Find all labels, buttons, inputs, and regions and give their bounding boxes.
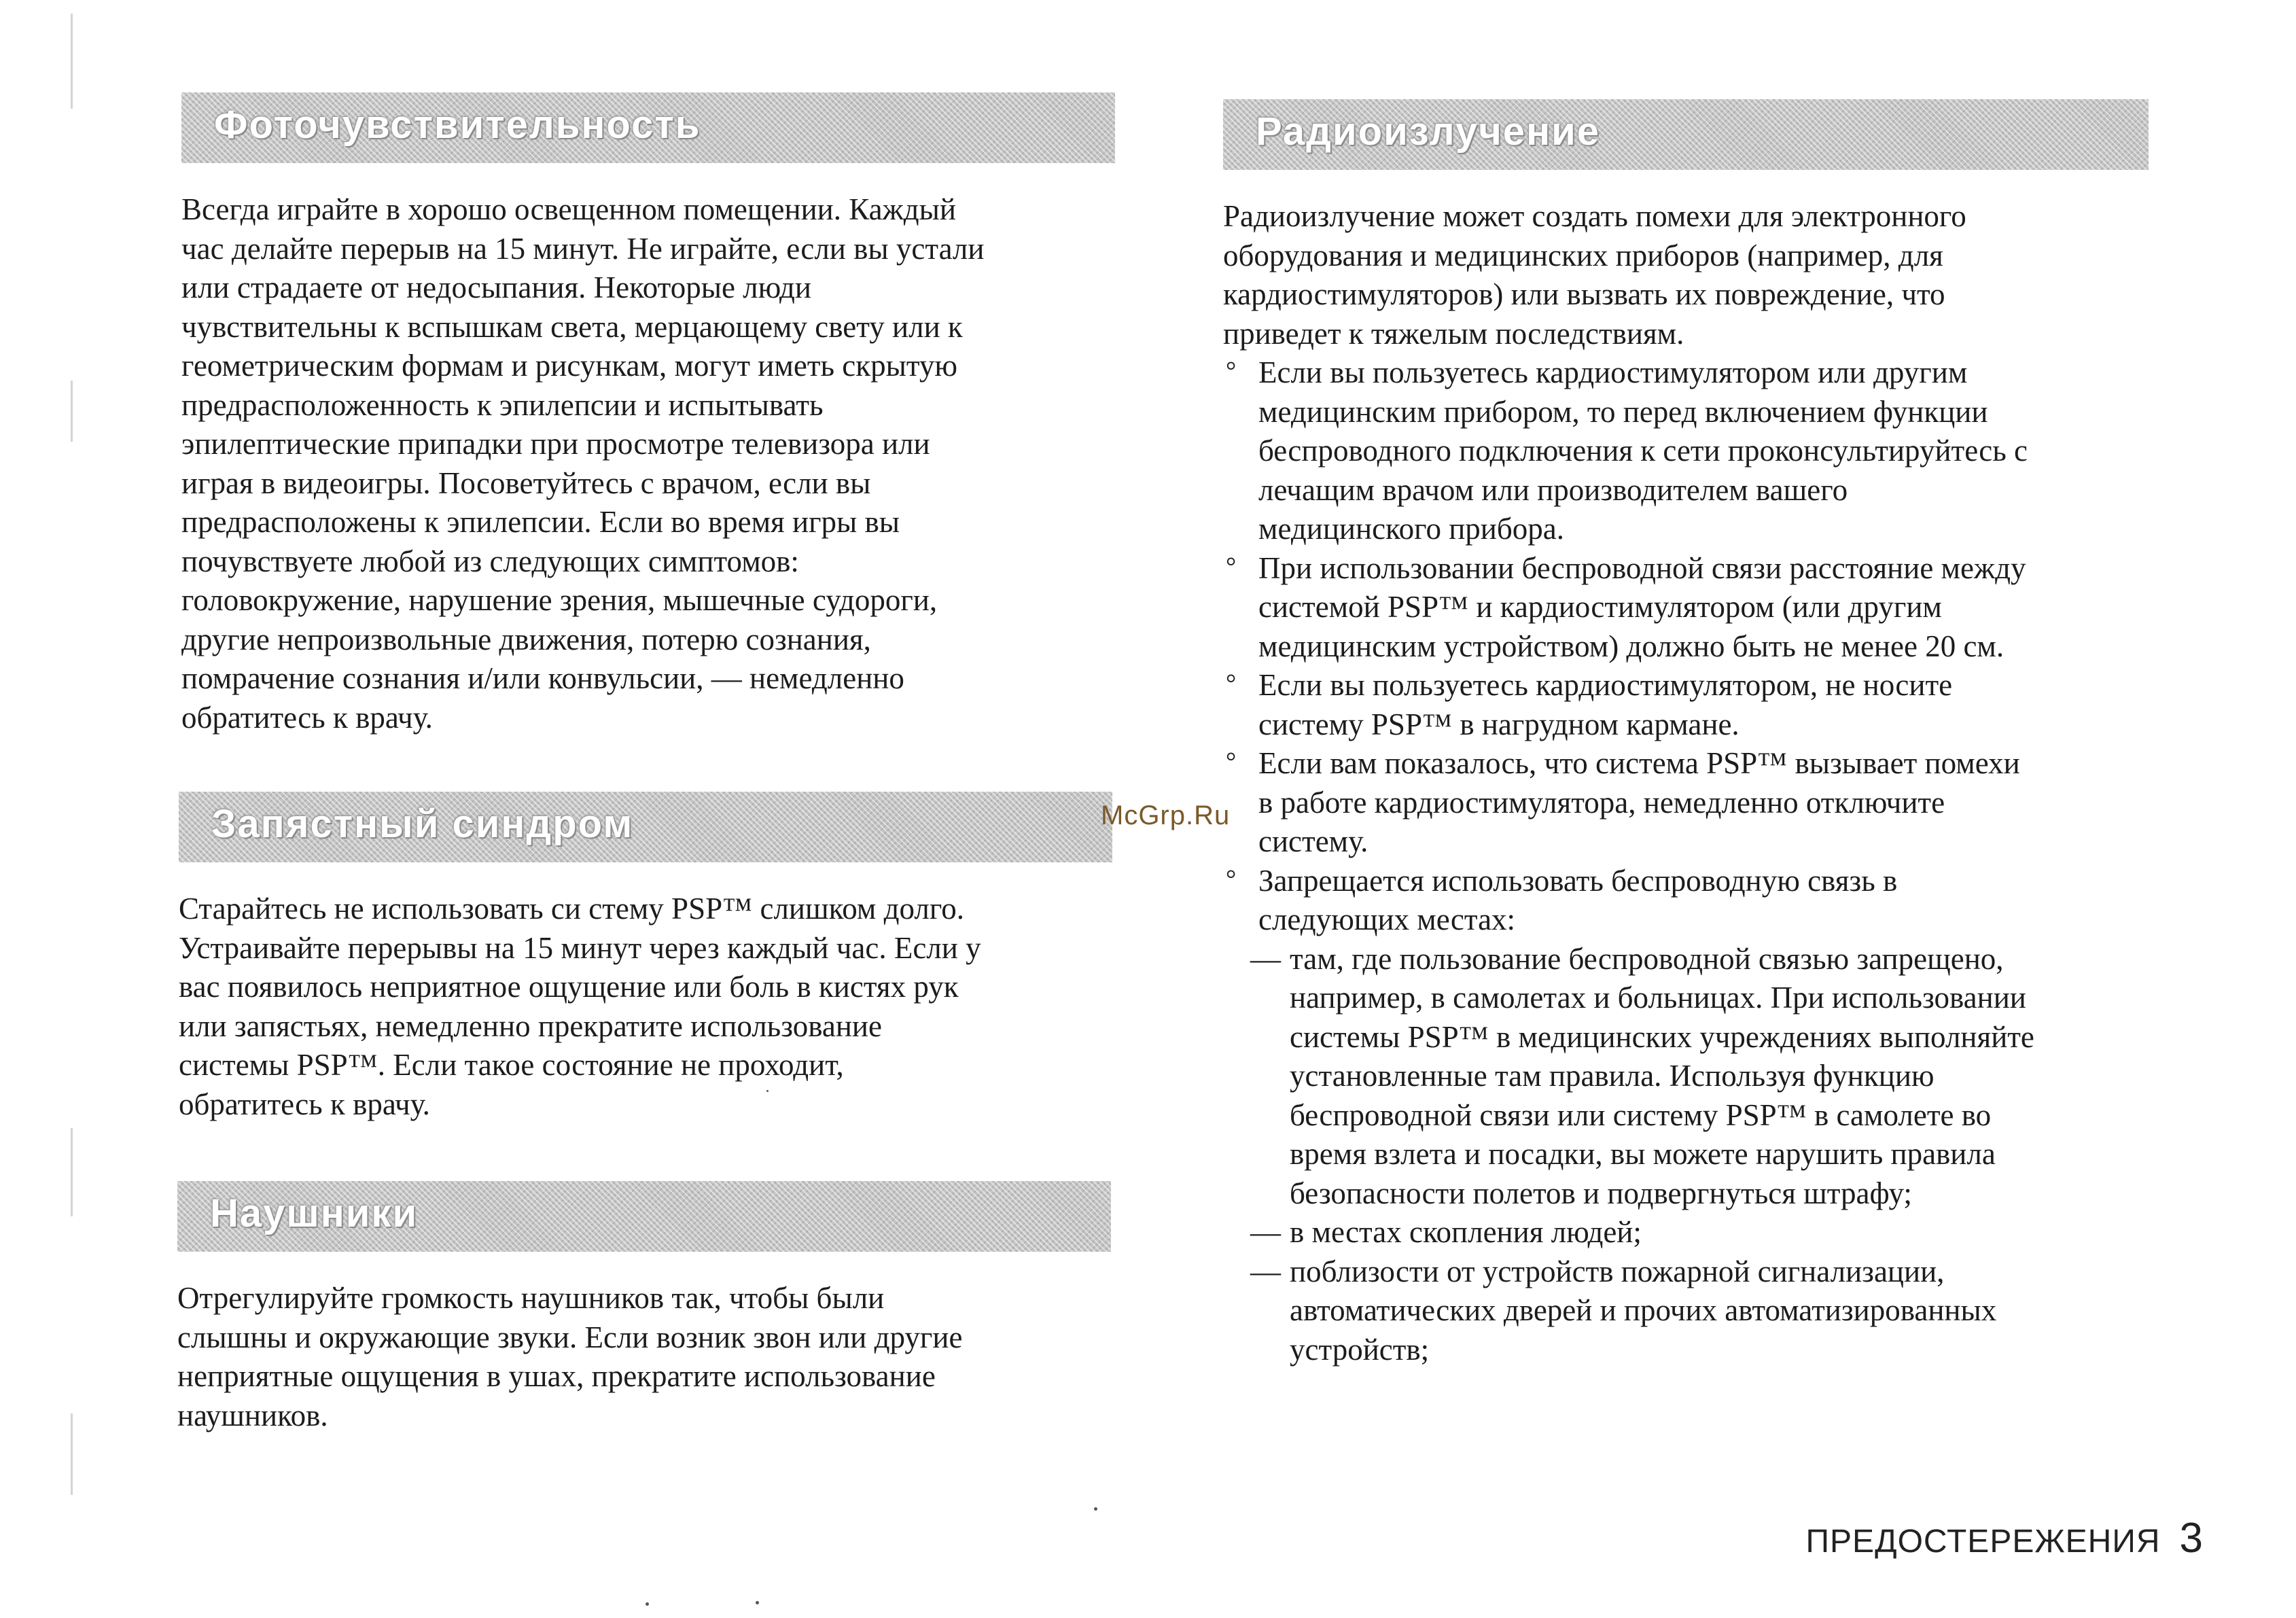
section-heading [177,1181,1111,1252]
scan-speck [766,1090,769,1092]
bullet-item: ° Если вам показалось, что система PSP™ вызывает помехи в работе кардиостимулятора, немедленно отключите систему. [1223,744,2149,862]
bullet-item: ° Если вы пользуетесь кардиостимулятором или другим медицинским прибором, то перед включением функции беспроводного подключения к сети проконсультируйтесь с лечащим врачом или производителем вашего медицинского прибора. [1223,353,2149,549]
scan-edge-mark [71,14,73,109]
scan-speck [646,1602,649,1606]
scan-speck [756,1601,759,1604]
section-heading [1223,99,2149,170]
section-wrist-syndrome [179,792,1112,1124]
scan-edge-mark [71,381,73,442]
scan-edge-mark [71,1413,73,1495]
section-radio-emission [1223,99,2149,1369]
bullet-item: ° При использовании беспроводной связи расстояние между системой PSP™ и кардиостимулятором (или другим медицинским устройством) должно быть не менее 20 см. [1223,549,2149,667]
dash-list [1223,940,2149,1370]
section-body: Всегда играйте в хорошо освещенном помещении. Каждый час делайте перерыв на 15 минут. Не играйте, если вы устали или страдаете от недосыпания. Некоторые люди чувствительны к вспышкам света, мерцающему свету или к геометрическим формам и рисункам, могут иметь скрытую предрасположенность к эпилепсии и испытывать эпилептические припадки при просмотре телевизора или играя в видеоигры. Посоветуйтесь с врачом, если вы предрасположены к эпилепсии. Если во время игры вы почувствуете любой из следующих симптомов: головокружение, нарушение зрения, мышечные судороги, другие непроизвольные движения, потерю сознания, помрачение сознания и/или конвульсии, — немедленно обратитесь к врачу. [181,192,985,735]
scan-edge-mark [71,1128,73,1216]
section-intro: Радиоизлучение может создать помехи для электронного оборудования и медицинских приборов (например, для кардиостимуляторов) или вызвать их повреждение, что приведет к тяжелым последствиям. [1223,199,1966,351]
bullet-list [1223,353,2149,940]
section-body: Отрегулируйте громкость наушников так, чтобы были слышны и окружающие звуки. Если возник звон или другие неприятные ощущения в ушах, прекратите использование наушников. [177,1281,963,1432]
page-number: 3 [2179,1515,2203,1562]
dash-item: — поблизости от устройств пожарной сигнализации, автоматических дверей и прочих автоматизированных устройств; [1250,1252,2149,1370]
section-title: Наушники [210,1191,419,1235]
watermark: McGrp.Ru [1101,801,1231,830]
bullet-item: ° Запрещается использовать беспроводную связь в следующих местах: [1223,862,2149,940]
dash-item: — в местах скопления людей; [1250,1213,2149,1252]
section-body: Старайтесь не использовать си стему PSP™ слишком долго. Устраивайте перерывы на 15 минут через каждый час. Если у вас появилось неприятное ощущение или боль в кистях рук или запястьях, немедленно прекратите использование системы PSP™. Если такое состояние не проходит, обратитесь к врачу. [179,892,981,1121]
section-title: Запястный синдром [211,802,634,846]
footer-section-label: ПРЕДОСТЕРЕЖЕНИЯ [1805,1524,2161,1560]
section-photosensitivity [181,92,1115,737]
bullet-item: ° Если вы пользуетесь кардиостимулятором, не носите систему PSP™ в нагрудном кармане. [1223,666,2149,744]
page-footer [1806,1514,2203,1562]
section-heading [181,92,1115,163]
section-title: Радиоизлучение [1256,109,1601,154]
section-title: Фоточувствительность [214,103,701,147]
scan-speck [1094,1507,1097,1511]
section-heading [179,792,1112,862]
section-headphones [177,1181,1111,1435]
dash-item: — там, где пользование беспроводной связью запрещено, например, в самолетах и больницах. При использовании системы PSP™ в медицинских учреждениях выполняйте установленные там правила. Используя функцию беспроводной связи или систему PSP™ в самолете во время взлета и посадки, вы можете нарушить правила безопасности полетов и подвергнуться штрафу; [1250,940,2149,1214]
